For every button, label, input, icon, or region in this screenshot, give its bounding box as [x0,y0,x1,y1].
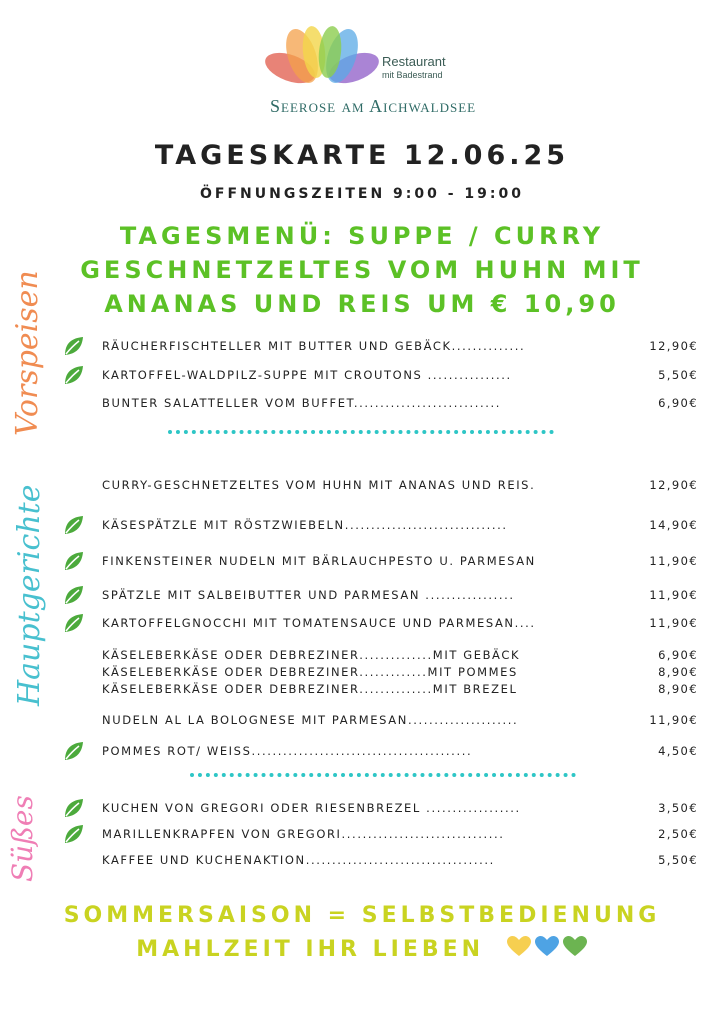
hearts-group [506,935,588,965]
menu-item-name: KUCHEN VON GREGORI ODER RIESENBREZEL .................. [102,801,521,815]
menu-item-price: 12,90€ [649,339,698,353]
footer-line-2-text: MAHLZEIT IHR LIEBEN [136,937,485,962]
menu-item-price: 14,90€ [649,518,698,532]
lotus-icon [262,26,382,90]
menu-item-vorspeise-3 [62,392,706,414]
section-separator [190,773,576,777]
leaf-icon [62,823,86,845]
menu-item-price: 6,90€ [658,648,698,662]
menu-item-haupt-4 [62,584,706,606]
menu-item-price: 8,90€ [658,682,698,696]
green-heart-icon [563,936,587,956]
opening-hours: ÖFFNUNGSZEITEN 9:00 - 19:00 [200,186,524,202]
menu-item-name: KÄSELEBERKÄSE ODER DEBREZINER..............MIT GEBÄCK [102,648,521,662]
blue-heart-icon [535,936,559,956]
leaf-icon [62,550,86,572]
section-label-suesses: Süßes [6,795,39,882]
menu-item-haupt-10 [62,740,706,762]
menu-item-haupt-5 [62,612,706,634]
menu-item-name: MARILLENKRAPFEN VON GREGORI............................... [102,827,505,841]
leaf-icon [62,612,86,634]
menu-item-haupt-1 [62,474,706,496]
menu-item-name: NUDELN AL LA BOLOGNESE MIT PARMESAN..................... [102,713,519,727]
brand-name: Seerose am Aichwaldsee [270,96,477,116]
menu-item-name: CURRY-GESCHNETZELTES VOM HUHN MIT ANANAS UND REIS. [102,478,536,492]
menu-item-haupt-3 [62,550,706,572]
menu-item-haupt-9 [62,709,706,731]
yellow-heart-icon [507,936,531,956]
leaf-icon [62,584,86,606]
menu-item-price: 5,50€ [658,853,698,867]
brand-restaurant: Restaurant [382,54,446,69]
menu-item-name: KAFFEE UND KUCHENAKTION.................................... [102,853,495,867]
menu-item-price: 3,50€ [658,801,698,815]
daily-special-line-1: TAGESMENÜ: SUPPE / CURRY [119,222,605,250]
leaf-icon [62,740,86,762]
daily-special-line-2: GESCHNETZELTES VOM HUHN MIT [80,256,644,284]
menu-item-vorspeise-1 [62,335,706,357]
menu-item-vorspeise-2 [62,364,706,386]
menu-item-name: KÄSESPÄTZLE MIT RÖSTZWIEBELN............................... [102,518,508,532]
menu-item-price: 8,90€ [658,665,698,679]
leaf-icon [62,514,86,536]
section-label-vorspeisen: Vorspeisen [10,270,45,436]
menu-item-haupt-2 [62,514,706,536]
menu-item-suess-2 [62,823,706,845]
restaurant-logo [262,26,477,126]
menu-item-name: KÄSELEBERKÄSE ODER DEBREZINER..............MIT BREZEL [102,682,518,696]
menu-item-name: FINKENSTEINER NUDELN MIT BÄRLAUCHPESTO U. PARMESAN [102,554,536,568]
menu-item-name: RÄUCHERFISCHTELLER MIT BUTTER UND GEBÄCK.............. [102,339,526,353]
menu-item-name: KARTOFFELGNOCCHI MIT TOMATENSAUCE UND PARMESAN.... [102,616,536,630]
section-separator [168,430,554,434]
menu-item-price: 2,50€ [658,827,698,841]
menu-item-price: 11,90€ [649,554,698,568]
brand-badestrand: mit Badestrand [382,70,443,80]
menu-item-price: 11,90€ [649,588,698,602]
menu-item-price: 5,50€ [658,368,698,382]
page-title: TAGESKARTE 12.06.25 [154,140,570,171]
leaf-icon [62,335,86,357]
section-label-hauptgerichte: Hauptgerichte [12,484,47,706]
menu-item-haupt-8 [62,678,706,700]
menu-item-price: 11,90€ [649,713,698,727]
menu-item-name: SPÄTZLE MIT SALBEIBUTTER UND PARMESAN ................. [102,588,515,602]
menu-item-price: 12,90€ [649,478,698,492]
menu-item-price: 4,50€ [658,744,698,758]
footer-line-2 [0,935,724,965]
menu-item-suess-3 [62,849,706,871]
daily-special-line-3: ANANAS UND REIS UM € 10,90 [104,290,620,318]
menu-item-suess-1 [62,797,706,819]
footer-line-1: SOMMERSAISON = SELBSTBEDIENUNG [63,903,661,928]
menu-item-name: KÄSELEBERKÄSE ODER DEBREZINER.............MIT POMMES [102,665,518,679]
menu-item-name: POMMES ROT/ WEISS.......................................... [102,744,473,758]
menu-item-name: KARTOFFEL-WALDPILZ-SUPPE MIT CROUTONS ................ [102,368,512,382]
leaf-icon [62,364,86,386]
menu-item-name: BUNTER SALATTELLER VOM BUFFET............................ [102,396,502,410]
leaf-icon [62,797,86,819]
menu-item-price: 6,90€ [658,396,698,410]
menu-item-price: 11,90€ [649,616,698,630]
